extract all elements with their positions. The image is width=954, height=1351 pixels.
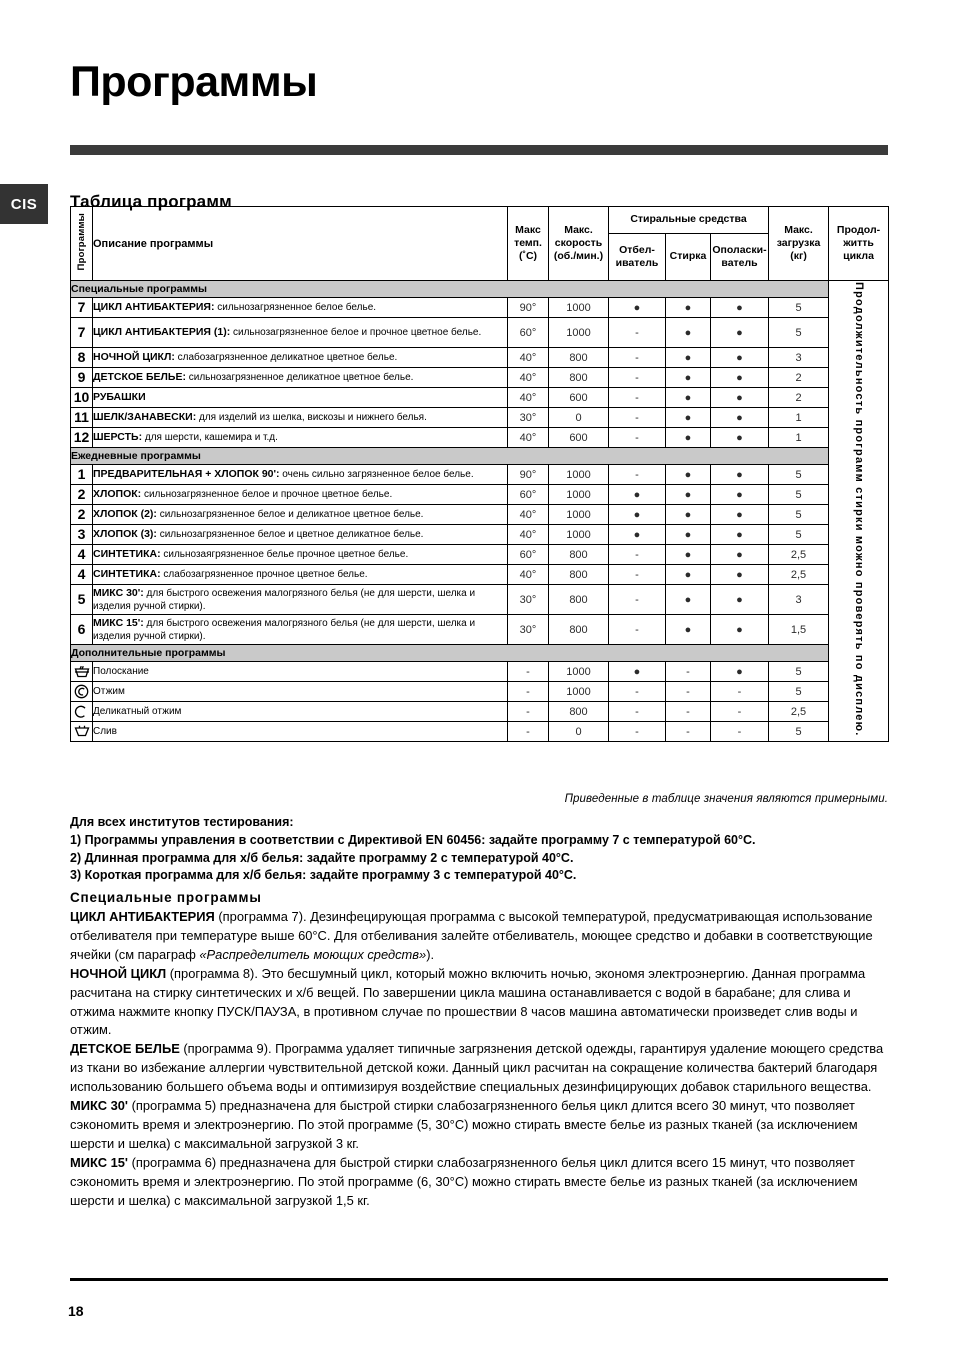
- filled-dot-icon: ●: [684, 301, 692, 314]
- header-bleach-l2: иватель: [615, 257, 659, 269]
- header-max-speed-l1: Макс.: [564, 223, 593, 236]
- program-number: 8: [71, 348, 93, 368]
- table-row: [71, 565, 889, 585]
- program-bleach: [609, 485, 666, 505]
- programs-table-container: [70, 206, 888, 742]
- program-wash: -: [666, 682, 711, 702]
- program-max-speed: 1000: [549, 505, 609, 525]
- section-title: Таблица программ: [70, 192, 232, 212]
- program-wash: [666, 525, 711, 545]
- special-program-paragraph: НОЧНОЙ ЦИКЛ (программа 8). Это бесшумный цикл, который можно включить ночью, экономя электроэнергию. Данная программа расчитана на стирку синтетических и х/б вещей. По завершении цикла машина останавливается с водой в барабане; для слива и отжима нажмите кнопку ПУСК/ПАУЗА, в противном случае по прошествии 8 часов машина автоматически произведет слив воды и отжим.: [70, 965, 866, 1038]
- program-rinse: [711, 565, 769, 585]
- program-wash: [666, 298, 711, 318]
- program-max-speed: 1000: [549, 465, 609, 485]
- program-name: МИКС 15':: [93, 616, 144, 629]
- locale-tab-cis: CIS: [0, 184, 48, 224]
- program-bleach: -: [609, 368, 666, 388]
- program-max-temp: 40°: [508, 388, 549, 408]
- header-duration-l2: житть: [843, 236, 874, 249]
- program-rinse: [711, 428, 769, 448]
- program-max-load: 5: [769, 722, 829, 742]
- table-row: [71, 408, 889, 428]
- program-name: ЦИКЛ АНТИБАКТЕРИЯ (1):: [93, 326, 231, 339]
- table-row: [71, 428, 889, 448]
- table-body: [71, 281, 889, 742]
- program-bleach: [609, 525, 666, 545]
- filled-dot-icon: ●: [684, 411, 692, 424]
- program-wash: -: [666, 702, 711, 722]
- program-max-speed: 1000: [549, 485, 609, 505]
- program-max-load: 1: [769, 428, 829, 448]
- program-wash: -: [666, 662, 711, 682]
- table-group-header: [71, 645, 889, 662]
- program-wash: [666, 545, 711, 565]
- program-max-temp: 90°: [508, 465, 549, 485]
- table-row: [71, 702, 889, 722]
- filled-dot-icon: ●: [633, 508, 641, 521]
- table-row: [71, 545, 889, 565]
- program-max-speed: 800: [549, 702, 609, 722]
- program-bleach: -: [609, 465, 666, 485]
- program-max-load: 5: [769, 682, 829, 702]
- program-bleach: -: [609, 348, 666, 368]
- program-max-load: 5: [769, 525, 829, 545]
- program-number: 2: [71, 485, 93, 505]
- program-number: 12: [71, 428, 93, 448]
- special-program-name: МИКС 30': [70, 1098, 128, 1114]
- header-max-speed: [549, 207, 609, 281]
- header-wash: Стирка: [666, 234, 711, 281]
- filled-dot-icon: ●: [736, 528, 743, 541]
- table-group-header: [71, 448, 889, 465]
- header-bleach: [609, 234, 666, 281]
- program-max-speed: 1000: [549, 662, 609, 682]
- testing-institute-item: 3) Короткая программа для х/б белья: задайте программу 3 с температурой 40°C.: [70, 868, 577, 883]
- table-row: [71, 662, 889, 682]
- program-wash: [666, 348, 711, 368]
- header-max-load-l3: (кг): [790, 250, 807, 263]
- program-number: 4: [71, 565, 93, 585]
- program-description: ПРЕДВАРИТЕЛЬНАЯ + ХЛОПОК 90': очень сильно загрязненное белое белье.: [93, 465, 508, 485]
- filled-dot-icon: ●: [633, 665, 641, 678]
- filled-dot-icon: ●: [633, 488, 641, 501]
- program-bleach: -: [609, 682, 666, 702]
- program-max-speed: 800: [549, 615, 609, 645]
- program-description: ХЛОПОК: сильнозагрязненное белое и прочное цветное белье.: [93, 485, 508, 505]
- special-programs-body: [70, 908, 892, 1211]
- program-description: Отжим: [93, 682, 508, 702]
- filled-dot-icon: ●: [633, 528, 641, 541]
- table-group-header: [71, 281, 889, 298]
- filled-dot-icon: ●: [684, 568, 692, 581]
- program-rinse: [711, 465, 769, 485]
- testing-institutes-block: [70, 814, 900, 885]
- special-program-paragraph: МИКС 15' (программа 6) предназначена для быстрой стирки слабозагрязненного белья цикл длится всего 15 минут, что позволяет сэкономить время и электроэнергию. По этой программе (6, 30°C) можно стирать вместе белье из разных тканей (за исключением шерсти и шелка) с максимальной загрузкой 1,5 кг.: [70, 1154, 858, 1208]
- program-max-load: 3: [769, 585, 829, 615]
- table-row: [71, 585, 889, 615]
- program-max-load: 2: [769, 368, 829, 388]
- table-group-header-label: Специальные программы: [71, 281, 829, 298]
- program-rinse: -: [711, 722, 769, 742]
- filled-dot-icon: ●: [684, 391, 692, 404]
- table-row: [71, 368, 889, 388]
- program-rinse: [711, 298, 769, 318]
- special-program-name: ДЕТСКОЕ БЕЛЬЕ: [70, 1041, 180, 1057]
- program-max-temp: 40°: [508, 428, 549, 448]
- duration-note-cell: [829, 281, 889, 742]
- program-description: ХЛОПОК (2): сильнозагрязненное белое и деликатное цветное белье.: [93, 505, 508, 525]
- filled-dot-icon: ●: [736, 623, 743, 636]
- program-description: ШЕЛК/ЗАНАВЕСКИ: для изделий из шелка, вискозы и нижнего белья.: [93, 408, 508, 428]
- header-programs-vertical: [71, 207, 93, 281]
- header-programs-label: Программы: [75, 213, 87, 271]
- filled-dot-icon: ●: [736, 508, 743, 521]
- program-max-temp: 40°: [508, 565, 549, 585]
- program-bleach: [609, 662, 666, 682]
- filled-dot-icon: ●: [736, 301, 743, 314]
- filled-dot-icon: ●: [736, 351, 743, 364]
- program-name: ПРЕДВАРИТЕЛЬНАЯ + ХЛОПОК 90':: [93, 468, 280, 481]
- program-name: ДЕТСКОЕ БЕЛЬЕ:: [93, 371, 186, 384]
- program-description: ШЕРСТЬ: для шерсти, кашемира и т.д.: [93, 428, 508, 448]
- filled-dot-icon: ●: [684, 488, 692, 501]
- program-max-speed: 0: [549, 722, 609, 742]
- filled-dot-icon: ●: [736, 568, 743, 581]
- program-number: 2: [71, 505, 93, 525]
- program-max-temp: 40°: [508, 348, 549, 368]
- program-max-load: 5: [769, 318, 829, 348]
- program-number: 5: [71, 585, 93, 615]
- program-bleach: -: [609, 702, 666, 722]
- header-detergents: Стиральные средства: [609, 207, 769, 234]
- program-wash: [666, 565, 711, 585]
- filled-dot-icon: ●: [684, 326, 692, 339]
- program-number: 7: [71, 318, 93, 348]
- program-max-speed: 600: [549, 388, 609, 408]
- title-rule-bar: [70, 145, 888, 155]
- program-max-load: 5: [769, 505, 829, 525]
- table-row: [71, 505, 889, 525]
- filled-dot-icon: ●: [736, 391, 743, 404]
- filled-dot-icon: ●: [684, 623, 692, 636]
- filled-dot-icon: ●: [684, 371, 692, 384]
- program-name: ЦИКЛ АНТИБАКТЕРИЯ:: [93, 301, 215, 314]
- header-max-speed-l3: (об./мин.): [553, 250, 604, 263]
- program-max-temp: 30°: [508, 585, 549, 615]
- program-max-speed: 800: [549, 565, 609, 585]
- header-duration: [829, 207, 889, 281]
- special-program-name: ЦИКЛ АНТИБАКТЕРИЯ: [70, 909, 215, 924]
- table-row: [71, 318, 889, 348]
- filled-dot-icon: ●: [736, 593, 743, 606]
- table-row: [71, 722, 889, 742]
- program-max-load: 3: [769, 348, 829, 368]
- program-rinse: [711, 485, 769, 505]
- program-max-speed: 1000: [549, 525, 609, 545]
- program-max-temp: -: [508, 662, 549, 682]
- program-max-speed: 800: [549, 585, 609, 615]
- program-max-speed: 800: [549, 545, 609, 565]
- program-wash: [666, 465, 711, 485]
- header-max-load-l2: загрузка: [776, 236, 821, 249]
- program-description: ДЕТСКОЕ БЕЛЬЕ: сильнозагрязненное деликатное цветное белье.: [93, 368, 508, 388]
- program-description: НОЧНОЙ ЦИКЛ: слабозагрязненное деликатное цветное белье.: [93, 348, 508, 368]
- program-max-temp: -: [508, 722, 549, 742]
- program-max-speed: 1000: [549, 318, 609, 348]
- program-description: Полоскание: [93, 662, 508, 682]
- filled-dot-icon: ●: [684, 468, 692, 481]
- filled-dot-icon: ●: [736, 665, 743, 678]
- special-program-paragraph: МИКС 30' (программа 5) предназначена для быстрой стирки слабозагрязненного белья цикл длится всего 30 минут, что позволяет сэкономить время и электроэнергию. По этой программе (5, 30°C) можно стирать вместе белье из разных тканей (за исключением шерсти и шелка) с максимальной загрузкой 3 кг.: [70, 1098, 858, 1151]
- program-rinse: [711, 585, 769, 615]
- program-wash: [666, 368, 711, 388]
- footer-rule: [70, 1278, 888, 1281]
- program-rinse: [711, 615, 769, 645]
- program-max-temp: -: [508, 702, 549, 722]
- program-rinse: [711, 318, 769, 348]
- program-bleach: -: [609, 585, 666, 615]
- rinse-basin-icon: [71, 662, 93, 682]
- table-row: [71, 465, 889, 485]
- program-bleach: -: [609, 428, 666, 448]
- filled-dot-icon: ●: [736, 411, 743, 424]
- program-max-speed: 1000: [549, 298, 609, 318]
- program-rinse: [711, 388, 769, 408]
- spin-spiral-icon: [71, 682, 93, 702]
- program-max-temp: 40°: [508, 368, 549, 388]
- filled-dot-icon: ●: [736, 326, 743, 339]
- table-row: [71, 388, 889, 408]
- programs-table: [70, 206, 889, 742]
- table-group-header-label: Дополнительные программы: [71, 645, 829, 662]
- program-wash: [666, 428, 711, 448]
- program-wash: -: [666, 722, 711, 742]
- header-max-temp-l2: темп.: [514, 236, 542, 249]
- program-number: 10: [71, 388, 93, 408]
- program-number: 4: [71, 545, 93, 565]
- header-duration-l1: Продол-: [836, 223, 881, 236]
- testing-institute-item: 1) Программы управления в соответствии с Директивой EN 60456: задайте программу 7 с температурой 60°C.: [70, 832, 756, 847]
- program-wash: [666, 485, 711, 505]
- filled-dot-icon: ●: [633, 301, 641, 314]
- drain-icon: [71, 722, 93, 742]
- header-rinse-l1: Ополаски-: [712, 243, 767, 256]
- filled-dot-icon: ●: [684, 593, 692, 606]
- filled-dot-icon: ●: [684, 508, 692, 521]
- program-max-speed: 800: [549, 348, 609, 368]
- header-description: Описание программы: [93, 207, 508, 281]
- program-name: МИКС 30':: [93, 586, 144, 599]
- program-max-load: 5: [769, 465, 829, 485]
- program-max-load: 2,5: [769, 702, 829, 722]
- program-name: СИНТЕТИКА:: [93, 568, 161, 581]
- delicate-spin-icon: [71, 702, 93, 722]
- program-bleach: -: [609, 565, 666, 585]
- filled-dot-icon: ●: [684, 431, 692, 444]
- program-max-speed: 1000: [549, 682, 609, 702]
- program-number: 3: [71, 525, 93, 545]
- header-duration-l3: цикла: [843, 250, 874, 263]
- special-program-paragraph: ЦИКЛ АНТИБАКТЕРИЯ (программа 7). Дезинфецирующая программа с высокой температурой, предусматривающая использование отбеливателя при температуре выше 60°C. Для отбеливания залейте отбеливатель, моющее средство и добавки в соответствующие ячейки (см параграф «Распределитель моющих средств»).: [70, 909, 873, 962]
- program-description: МИКС 15': для быстрого освежения малогрязного белья (не для шерсти, шелка и изделия ручной стирки).: [93, 615, 508, 645]
- page-number: 18: [68, 1303, 84, 1319]
- program-max-load: 5: [769, 485, 829, 505]
- program-bleach: -: [609, 388, 666, 408]
- duration-note-text: Продолжительность программ стирки можно проверять по дисплею.: [853, 282, 866, 737]
- program-max-temp: 30°: [508, 408, 549, 428]
- program-number: 6: [71, 615, 93, 645]
- program-rinse: [711, 368, 769, 388]
- table-row: [71, 682, 889, 702]
- filled-dot-icon: ●: [736, 468, 743, 481]
- program-name: ШЕЛК/ЗАНАВЕСКИ:: [93, 411, 197, 424]
- page-title: Программы: [70, 57, 318, 106]
- program-name: ХЛОПОК:: [93, 488, 142, 501]
- program-number: 1: [71, 465, 93, 485]
- program-max-temp: 90°: [508, 298, 549, 318]
- program-max-load: 2,5: [769, 565, 829, 585]
- program-bleach: -: [609, 545, 666, 565]
- testing-institutes-items: [70, 832, 900, 885]
- program-rinse: [711, 662, 769, 682]
- special-program-paragraph: ДЕТСКОЕ БЕЛЬЕ (программа 9). Программа удаляет типичные загрязнения детской одежды, гарантируя удаление моющего средства из ткани во избежание аллергии чувствительной детской кожи. Данный цикл расчитан на сокращение количества бактерий благодаря использованию большего объема воды и оптимизируя воздействие специальных дезинфицирующих добавок старильного вещества.: [70, 1041, 884, 1095]
- program-name: НОЧНОЙ ЦИКЛ:: [93, 351, 175, 364]
- program-bleach: -: [609, 318, 666, 348]
- filled-dot-icon: ●: [736, 431, 743, 444]
- table-group-header-label: Ежедневные программы: [71, 448, 829, 465]
- cross-reference: «Распределитель моющих средств»: [199, 946, 427, 962]
- table-row: [71, 485, 889, 505]
- program-rinse: [711, 505, 769, 525]
- table-head: [71, 207, 889, 281]
- program-description: СИНТЕТИКА: слабозагрязненное прочное цветное белье.: [93, 565, 508, 585]
- filled-dot-icon: ●: [684, 351, 692, 364]
- program-max-speed: 800: [549, 368, 609, 388]
- program-max-temp: 60°: [508, 545, 549, 565]
- program-rinse: [711, 545, 769, 565]
- header-max-temp-l3: (˚C): [518, 250, 538, 263]
- program-description: ЦИКЛ АНТИБАКТЕРИЯ (1): сильнозагрязненное белое и прочное цветное белье.: [93, 318, 508, 348]
- filled-dot-icon: ●: [684, 548, 692, 561]
- filled-dot-icon: ●: [684, 528, 692, 541]
- header-max-speed-l2: скорость: [554, 236, 603, 249]
- program-name: ШЕРСТЬ:: [93, 431, 143, 444]
- program-bleach: -: [609, 408, 666, 428]
- program-description: СИНТЕТИКА: сильнозаягрязненное белье прочное цветное белье.: [93, 545, 508, 565]
- program-rinse: [711, 408, 769, 428]
- program-wash: [666, 318, 711, 348]
- program-wash: [666, 615, 711, 645]
- filled-dot-icon: ●: [736, 488, 743, 501]
- program-description: ХЛОПОК (3): сильнозагрязненное белое и цветное деликатное белье.: [93, 525, 508, 545]
- header-max-load: [769, 207, 829, 281]
- header-rinse-l2: ватель: [721, 257, 758, 269]
- program-bleach: [609, 298, 666, 318]
- program-description: Слив: [93, 722, 508, 742]
- program-max-load: 2: [769, 388, 829, 408]
- program-max-temp: 40°: [508, 505, 549, 525]
- program-max-temp: 30°: [508, 615, 549, 645]
- program-description: ЦИКЛ АНТИБАКТЕРИЯ: сильнозагрязненное белое белье.: [93, 298, 508, 318]
- special-program-name: НОЧНОЙ ЦИКЛ: [70, 965, 167, 981]
- program-bleach: [609, 505, 666, 525]
- program-bleach: -: [609, 615, 666, 645]
- header-max-temp-l1: Макс: [515, 223, 541, 236]
- program-wash: [666, 408, 711, 428]
- table-row: [71, 298, 889, 318]
- special-programs-heading: Специальные программы: [70, 890, 262, 905]
- program-name: РУБАШКИ: [93, 391, 146, 404]
- program-max-speed: 600: [549, 428, 609, 448]
- table-estimate-note: Приведенные в таблице значения являются примерными.: [564, 793, 888, 805]
- program-description: МИКС 30': для быстрого освежения малогрязного белья (не для шерсти, шелка и изделия ручной стирки).: [93, 585, 508, 615]
- special-program-name: МИКС 15': [70, 1154, 128, 1170]
- program-name: ХЛОПОК (3):: [93, 528, 157, 541]
- table-row: [71, 615, 889, 645]
- program-max-load: 1: [769, 408, 829, 428]
- header-rinse: [711, 234, 769, 281]
- program-number: 9: [71, 368, 93, 388]
- program-name: СИНТЕТИКА:: [93, 548, 161, 561]
- program-max-temp: -: [508, 682, 549, 702]
- program-rinse: [711, 348, 769, 368]
- filled-dot-icon: ●: [736, 371, 743, 384]
- program-max-temp: 60°: [508, 485, 549, 505]
- header-max-temp: [508, 207, 549, 281]
- program-max-temp: 40°: [508, 525, 549, 545]
- program-max-load: 1,5: [769, 615, 829, 645]
- testing-institutes-heading: Для всех институтов тестирования:: [70, 815, 294, 829]
- header-max-load-l1: Макс.: [784, 223, 813, 236]
- table-row: [71, 348, 889, 368]
- testing-institute-item: 2) Длинная программа для х/б белья: задайте программу 2 с температурой 40°C.: [70, 850, 574, 865]
- program-name: ХЛОПОК (2):: [93, 508, 157, 521]
- filled-dot-icon: ●: [736, 548, 743, 561]
- program-max-temp: 60°: [508, 318, 549, 348]
- table-row: [71, 525, 889, 545]
- program-max-load: 5: [769, 662, 829, 682]
- program-max-load: 2,5: [769, 545, 829, 565]
- program-rinse: [711, 525, 769, 545]
- program-wash: [666, 585, 711, 615]
- program-wash: [666, 505, 711, 525]
- program-wash: [666, 388, 711, 408]
- header-bleach-l1: Отбел-: [619, 243, 655, 256]
- program-bleach: -: [609, 722, 666, 742]
- program-rinse: -: [711, 682, 769, 702]
- program-max-speed: 0: [549, 408, 609, 428]
- program-description: Деликатный отжим: [93, 702, 508, 722]
- program-number: 7: [71, 298, 93, 318]
- program-max-load: 5: [769, 298, 829, 318]
- program-description: [93, 388, 508, 408]
- program-number: 11: [71, 408, 93, 428]
- program-rinse: -: [711, 702, 769, 722]
